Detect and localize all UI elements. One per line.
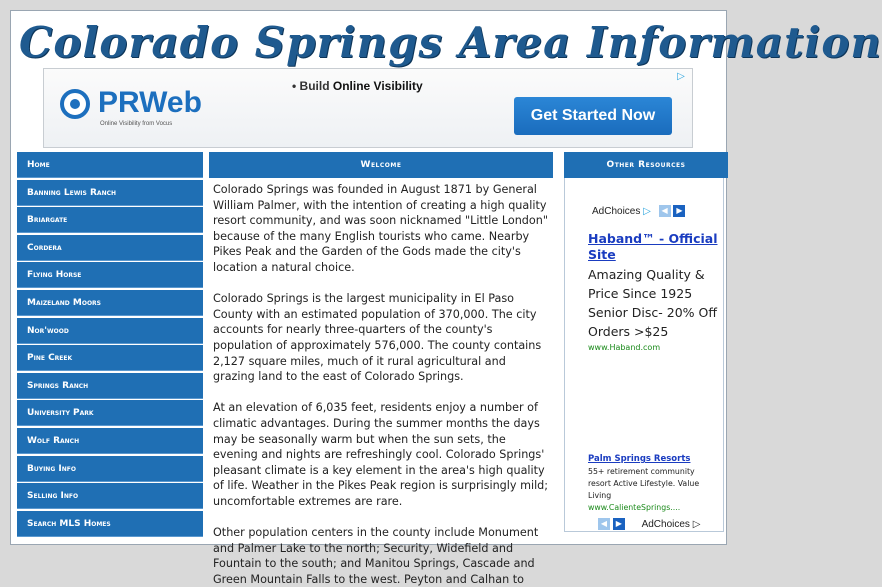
- sidebar-ad-box: [564, 178, 724, 532]
- prweb-tagline: Online Visibility from Vocus: [100, 121, 173, 127]
- adchoices-triangle-icon[interactable]: ▷: [677, 71, 685, 82]
- paragraph-founding: Colorado Springs was founded in August 1871 by General William Palmer, with the intention of creating a high quality resort community, and was soon nicknamed "Little London" because of the many English tourists who came. Nearby Pikes Peak and the Garden of the Gods made the city's location a natural choice.: [213, 183, 548, 274]
- paragraph-population-centers: Other population centers in the county include Monument and Palmer Lake to the north; Security, Widefield and Fountain to the south; and Manitou Springs, Cascade and Green Mountain Falls to the west. Peyton and Calhan to: [213, 526, 539, 586]
- prweb-logo[interactable]: [60, 85, 236, 133]
- sidebar-ad-palm-springs[interactable]: [588, 453, 700, 514]
- get-started-button[interactable]: Get Started Now: [514, 97, 672, 135]
- main-text: [209, 178, 553, 587]
- next-arrow-icon[interactable]: ▶: [613, 518, 625, 530]
- adchoices-label: AdChoices: [641, 519, 690, 530]
- top-ad-banner[interactable]: [43, 68, 693, 148]
- nav-item-maizeland-moors[interactable]: Maizeland Moors: [17, 290, 203, 316]
- prev-arrow-icon[interactable]: ◀: [598, 518, 610, 530]
- ad-headline-highlight: Online Visibility: [332, 79, 423, 93]
- nav-item-buying-info[interactable]: Buying Info: [17, 456, 203, 482]
- adchoices-triangle-icon: ▷: [692, 519, 701, 530]
- other-resources-header: Other Resources: [564, 152, 728, 178]
- ad-headline-prefix: • Build: [292, 79, 330, 93]
- next-arrow-icon[interactable]: ▶: [673, 205, 685, 217]
- prev-arrow-icon[interactable]: ◀: [659, 205, 671, 217]
- adchoices-top[interactable]: [592, 205, 685, 219]
- main-content: [209, 152, 553, 586]
- site-banner-title[interactable]: Colorado Springs Area Information: [19, 18, 882, 67]
- welcome-header: Welcome: [209, 152, 553, 178]
- page: [10, 10, 882, 586]
- adchoices-bottom[interactable]: [598, 518, 700, 532]
- sidebar-ad-haband[interactable]: [588, 231, 718, 352]
- ad-title-haband[interactable]: Haband™ - Official Site: [588, 231, 718, 262]
- nav-item-wolf-ranch[interactable]: Wolf Ranch: [17, 428, 203, 454]
- prweb-logo-icon: [60, 89, 90, 119]
- ad-body-palm-springs: 55+ retirement community resort Active Lifestyle. Value Living: [588, 467, 700, 500]
- nav-item-briargate[interactable]: Briargate: [17, 207, 203, 233]
- nav-item-norwood[interactable]: Nor'wood: [17, 318, 203, 344]
- ad-title-palm-springs[interactable]: Palm Springs Resorts: [588, 454, 691, 464]
- ad-headline[interactable]: [292, 79, 423, 93]
- ad-url-haband[interactable]: www.Haband.com: [588, 343, 661, 352]
- nav-item-banning-lewis-ranch[interactable]: Banning Lewis Ranch: [17, 180, 203, 206]
- adchoices-label: AdChoices: [592, 206, 641, 217]
- nav-item-springs-ranch[interactable]: Springs Ranch: [17, 373, 203, 399]
- paragraph-population: Colorado Springs is the largest municipality in El Paso County with an estimated population of 370,000. The city accounts for nearly three-quarters of the county's population of approximately 576,000. The county contains 2,127 square miles, much of it rural agricultural and grazing land to the east of Colorado Springs.: [213, 292, 542, 384]
- nav-item-cordera[interactable]: Cordera: [17, 235, 203, 261]
- paragraph-climate: At an elevation of 6,035 feet, residents enjoy a number of climatic advantages. During the summer months the days may be seasonally warm but when the sun sets, the evening and nights are refreshingly cool. Colorado Springs' pleasant climate is a key element in the area's high quality of life. Weather in the Pikes Peak region is surprisingly mild; uncomfortable extremes are rare.: [213, 401, 549, 508]
- prweb-brand: PRWeb: [98, 86, 202, 119]
- nav-item-home[interactable]: Home: [17, 152, 203, 178]
- adchoices-triangle-icon: ▷: [643, 206, 651, 217]
- left-nav: [17, 152, 203, 538]
- nav-item-flying-horse[interactable]: Flying Horse: [17, 262, 203, 288]
- nav-item-pine-creek[interactable]: Pine Creek: [17, 345, 203, 371]
- ad-url-palm-springs[interactable]: www.CalienteSprings....: [588, 503, 681, 512]
- ad-body-haband: Amazing Quality & Price Since 1925 Senior Disc- 20% Off Orders >$25: [588, 267, 717, 339]
- right-sidebar: [564, 152, 728, 546]
- nav-item-university-park[interactable]: University Park: [17, 400, 203, 426]
- nav-item-selling-info[interactable]: Selling Info: [17, 483, 203, 509]
- nav-item-search-mls-homes[interactable]: Search MLS Homes: [17, 511, 203, 537]
